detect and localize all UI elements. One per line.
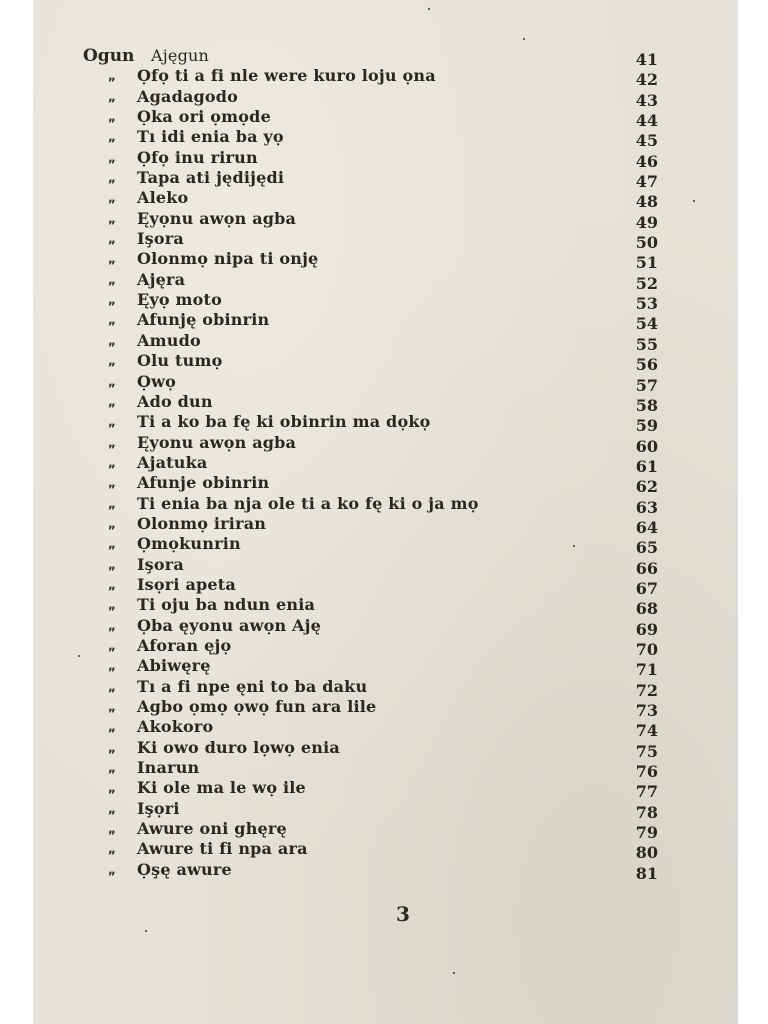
entry-title: Ọşę awure: [137, 859, 232, 879]
entry-page-number: 70: [635, 639, 658, 659]
toc-entry: [33, 574, 738, 598]
entry-title: Ęyọ moto: [137, 290, 222, 310]
ditto-mark: „: [108, 598, 116, 613]
toc-entry: [33, 391, 738, 415]
ditto-mark: „: [108, 659, 116, 674]
entry-page-number: 68: [635, 599, 658, 619]
ditto-mark: „: [108, 313, 116, 328]
entry-title: Olu tumọ: [137, 351, 223, 371]
ditto-mark: „: [108, 232, 116, 247]
entry-title: Afunje obinrin: [137, 473, 270, 493]
toc-entry: [33, 859, 738, 883]
entry-title: Olonmọ nipa ti onję: [137, 249, 319, 269]
entry-page-number: 47: [635, 172, 658, 192]
entry-title: Ọwọ: [137, 371, 176, 391]
page-number: 3: [396, 902, 410, 926]
entry-page-number: 76: [635, 762, 658, 782]
entry-title: Ki owo duro lọwọ enia: [137, 737, 340, 757]
toc-entry: [33, 310, 738, 334]
entry-page-number: 63: [635, 497, 658, 517]
ditto-mark: „: [108, 557, 116, 572]
entry-title: Olonmọ iriran: [137, 513, 267, 533]
entry-page-number: 56: [635, 355, 658, 375]
entry-page-number: 67: [635, 578, 658, 598]
entry-page-number: 81: [635, 863, 658, 883]
entry-page-number: 73: [635, 701, 658, 720]
toc-entry: [33, 188, 738, 212]
ditto-mark: „: [108, 272, 116, 287]
toc-entry: [33, 513, 738, 537]
ditto-mark: „: [108, 415, 116, 430]
entry-title: Ęyonu awọn agba: [137, 432, 297, 452]
ditto-mark: „: [108, 211, 116, 226]
ditto-mark: „: [108, 150, 116, 165]
entry-title: Ti enia ba nja ole ti a ko fę ki o ja mọ: [137, 493, 479, 513]
entry-page-number: 66: [635, 558, 658, 578]
toc-entry: [33, 839, 738, 863]
entry-title: Awure ti fi npa ara: [137, 839, 308, 859]
paper-speck: [693, 200, 695, 202]
toc-entry: [33, 168, 738, 192]
ditto-mark: „: [108, 720, 116, 735]
ditto-mark: „: [108, 89, 116, 104]
toc-entry: [33, 249, 738, 273]
ditto-mark: „: [108, 801, 116, 816]
entry-page-number: 71: [635, 660, 658, 680]
toc-entry: [33, 208, 738, 232]
entry-title: Abiwęrę: [137, 656, 211, 676]
entry-title: Agadagodo: [137, 86, 239, 106]
toc-entry: [33, 615, 738, 639]
toc-entry: [33, 798, 738, 822]
toc-entry: [33, 229, 738, 253]
entry-page-number: 75: [635, 741, 658, 761]
entry-title: Ki ole ma le wọ ile: [137, 778, 306, 798]
ditto-mark: „: [108, 577, 116, 592]
entry-title: Ajęgun: [151, 46, 210, 65]
entry-title: Işora: [137, 229, 184, 249]
toc-entry: [33, 452, 738, 476]
entry-title: Ti oju ba ndun enia: [137, 595, 316, 615]
ditto-mark: „: [108, 476, 116, 491]
entry-title: Aleko: [137, 188, 189, 208]
entry-page-number: 77: [635, 782, 658, 802]
entry-page-number: 55: [635, 334, 658, 354]
ditto-mark: „: [108, 496, 116, 511]
entry-title: Isọri apeta: [137, 574, 236, 594]
ditto-mark: „: [108, 516, 116, 531]
ditto-mark: „: [108, 110, 116, 125]
toc-entry: [33, 147, 738, 171]
toc-entry: [33, 127, 738, 151]
toc-entry: [33, 371, 738, 395]
ditto-mark: „: [108, 435, 116, 450]
entry-page-number: 50: [635, 233, 658, 253]
entry-page-number: 62: [635, 477, 658, 497]
entry-title: Ọfọ inu rirun: [137, 147, 258, 167]
ditto-mark: „: [108, 740, 116, 755]
ditto-mark: „: [108, 333, 116, 348]
table-of-contents: [33, 46, 738, 883]
entry-page-number: 69: [635, 619, 658, 639]
toc-entry: [33, 676, 738, 700]
entry-page-number: 41: [635, 50, 658, 69]
ditto-mark: „: [108, 354, 116, 369]
toc-entry: [33, 717, 738, 741]
paper-speck: [145, 930, 147, 932]
toc-entry: [33, 432, 738, 456]
ditto-mark: „: [108, 130, 116, 145]
ditto-mark: „: [108, 69, 116, 84]
section-heading: Ogun: [83, 46, 135, 66]
entry-title: Akokoro: [137, 717, 214, 737]
ditto-mark: „: [108, 537, 116, 552]
entry-page-number: 46: [635, 151, 658, 171]
entry-title: Ado dun: [137, 391, 213, 411]
entry-page-number: 64: [635, 517, 658, 537]
entry-page-number: 60: [635, 436, 658, 456]
ditto-mark: „: [108, 700, 116, 714]
entry-title: Ajatuka: [137, 452, 208, 472]
entry-title: Ajęra: [137, 269, 186, 289]
entry-page-number: 53: [635, 294, 658, 314]
entry-title: Ọka ori ọmọde: [137, 107, 271, 127]
entry-title: Amudo: [137, 330, 201, 350]
entry-title: Ọba ęyonu awọn Aję: [137, 615, 322, 635]
entry-page-number: 43: [635, 90, 658, 110]
entry-title: Ęyọnu awọn agba: [137, 208, 297, 228]
entry-page-number: 44: [635, 111, 658, 131]
toc-entry: [33, 656, 738, 680]
entry-page-number: 78: [635, 802, 658, 822]
entry-title: Ọfọ ti a fi nle were kuro loju ọna: [137, 66, 436, 86]
toc-entry: [33, 493, 738, 517]
entry-page-number: 74: [635, 721, 658, 741]
toc-entry: [33, 351, 738, 375]
ditto-mark: „: [108, 842, 116, 857]
entry-title: Afunję obinrin: [137, 310, 270, 330]
toc-entry: [33, 86, 738, 110]
paper-speck: [453, 972, 455, 974]
entry-page-number: 45: [635, 131, 658, 151]
toc-entry: [33, 697, 738, 720]
paper-speck: [523, 38, 525, 40]
toc-entry: [33, 534, 738, 558]
toc-entry: [33, 290, 738, 314]
ditto-mark: „: [108, 618, 116, 633]
entry-title: Inarun: [137, 758, 200, 778]
entry-page-number: 49: [635, 212, 658, 232]
toc-entry: [33, 758, 738, 782]
entry-title: Tı a fi npe ęni to ba daku: [137, 676, 368, 696]
ditto-mark: „: [108, 374, 116, 389]
ditto-mark: „: [108, 781, 116, 796]
ditto-mark: „: [108, 679, 116, 694]
entry-page-number: 54: [635, 314, 658, 334]
entry-page-number: 59: [635, 416, 658, 436]
entry-page-number: 72: [635, 680, 658, 700]
ditto-mark: „: [108, 862, 116, 877]
ditto-mark: „: [108, 293, 116, 308]
ditto-mark: „: [108, 191, 116, 206]
ditto-mark: „: [108, 171, 116, 186]
toc-entry: [33, 635, 738, 659]
book-page: [33, 0, 738, 1024]
toc-entry: [33, 66, 738, 90]
entry-page-number: 51: [635, 253, 658, 273]
entry-page-number: 42: [635, 70, 658, 90]
toc-entry: [33, 412, 738, 436]
toc-entry: [33, 595, 738, 619]
toc-entry: [33, 46, 738, 69]
entry-page-number: 80: [635, 843, 658, 863]
entry-title: Ọmọkunrin: [137, 534, 241, 554]
paper-speck: [428, 8, 430, 10]
entry-title: Aforan ęjọ: [137, 635, 232, 655]
entry-page-number: 52: [635, 273, 658, 293]
entry-page-number: 58: [635, 395, 658, 415]
toc-entry: [33, 778, 738, 802]
ditto-mark: „: [108, 822, 116, 837]
toc-entry: [33, 107, 738, 131]
ditto-mark: „: [108, 638, 116, 653]
entry-page-number: 48: [635, 192, 658, 212]
toc-entry: [33, 554, 738, 578]
entry-page-number: 79: [635, 823, 658, 843]
toc-entry: [33, 737, 738, 761]
toc-entry: [33, 473, 738, 497]
entry-title: Işora: [137, 554, 184, 574]
entry-title: Işọri: [137, 798, 180, 818]
ditto-mark: „: [108, 761, 116, 776]
ditto-mark: „: [108, 252, 116, 267]
toc-entry: [33, 330, 738, 354]
ditto-mark: „: [108, 394, 116, 409]
paper-speck: [78, 655, 80, 657]
entry-title: Ti a ko ba fę ki obinrin ma dọkọ: [137, 412, 431, 432]
toc-entry: [33, 819, 738, 843]
entry-page-number: 57: [635, 375, 658, 395]
entry-page-number: 61: [635, 456, 658, 476]
toc-entry: [33, 269, 738, 293]
ditto-mark: „: [108, 455, 116, 470]
paper-speck: [573, 545, 575, 547]
entry-title: Agbo ọmọ ọwọ fun ara lile: [137, 697, 377, 716]
entry-title: Tı idi enia ba yọ: [137, 127, 284, 147]
entry-page-number: 65: [635, 538, 658, 558]
entry-title: Tapa ati jędijędi: [137, 168, 285, 188]
entry-title: Awure oni ghęrę: [137, 819, 287, 839]
